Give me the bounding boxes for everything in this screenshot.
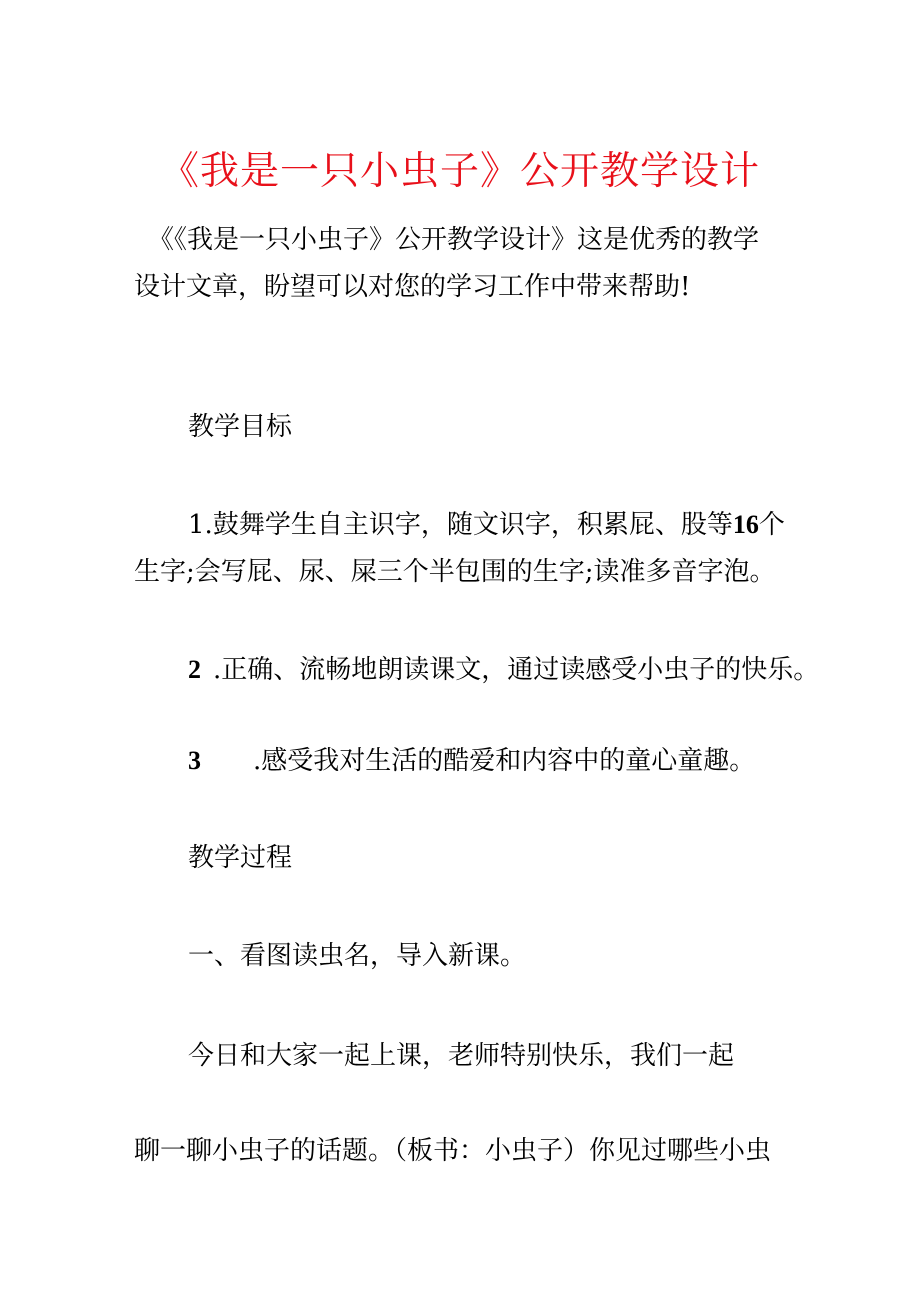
goal-3-number: 3 bbox=[188, 746, 201, 775]
goal-2-number: 2 bbox=[188, 655, 201, 684]
goal-1-number: 1. bbox=[188, 510, 213, 540]
section-1-heading: 一、看图读虫名，导入新课。 bbox=[188, 941, 527, 971]
intro-line-2: 设计文章，盼望可以对您的学习工作中带来帮助! bbox=[134, 272, 691, 302]
heading-teaching-process: 教学过程 bbox=[188, 843, 293, 873]
goal-1-text-b: 个 bbox=[758, 510, 785, 540]
goal-3-text: .感受我对生活的酷爱和内容中的童心童趣。 bbox=[253, 746, 756, 776]
goal-2 bbox=[188, 652, 819, 688]
goal-2-text: .正确、流畅地朗读课文，通过读感受小虫子的快乐。 bbox=[213, 655, 820, 685]
goal-1-line-2: 生字;会写屁、尿、屎三个半包围的生字;读准多音字泡。 bbox=[134, 557, 776, 587]
document-title: 《我是一只小虫子》公开教学设计 bbox=[159, 149, 760, 194]
goal-1-text-a: 鼓舞学生自主识字，随文识字，积累屁、股等 bbox=[212, 510, 733, 540]
heading-teaching-goals: 教学目标 bbox=[188, 412, 293, 442]
intro-line-1: 《《我是一只小虫子》公开教学设计》这是优秀的教学 bbox=[148, 225, 760, 255]
goal-1-line-1 bbox=[188, 507, 785, 543]
goal-1-count: 16 bbox=[732, 510, 759, 539]
paragraph-1-line-1: 今日和大家一起上课，老师特别快乐，我们一起 bbox=[188, 1041, 735, 1071]
paragraph-1-line-2: 聊一聊小虫子的话题。（板书：小虫子）你见过哪些小虫 bbox=[134, 1136, 772, 1166]
goal-3 bbox=[188, 743, 755, 779]
